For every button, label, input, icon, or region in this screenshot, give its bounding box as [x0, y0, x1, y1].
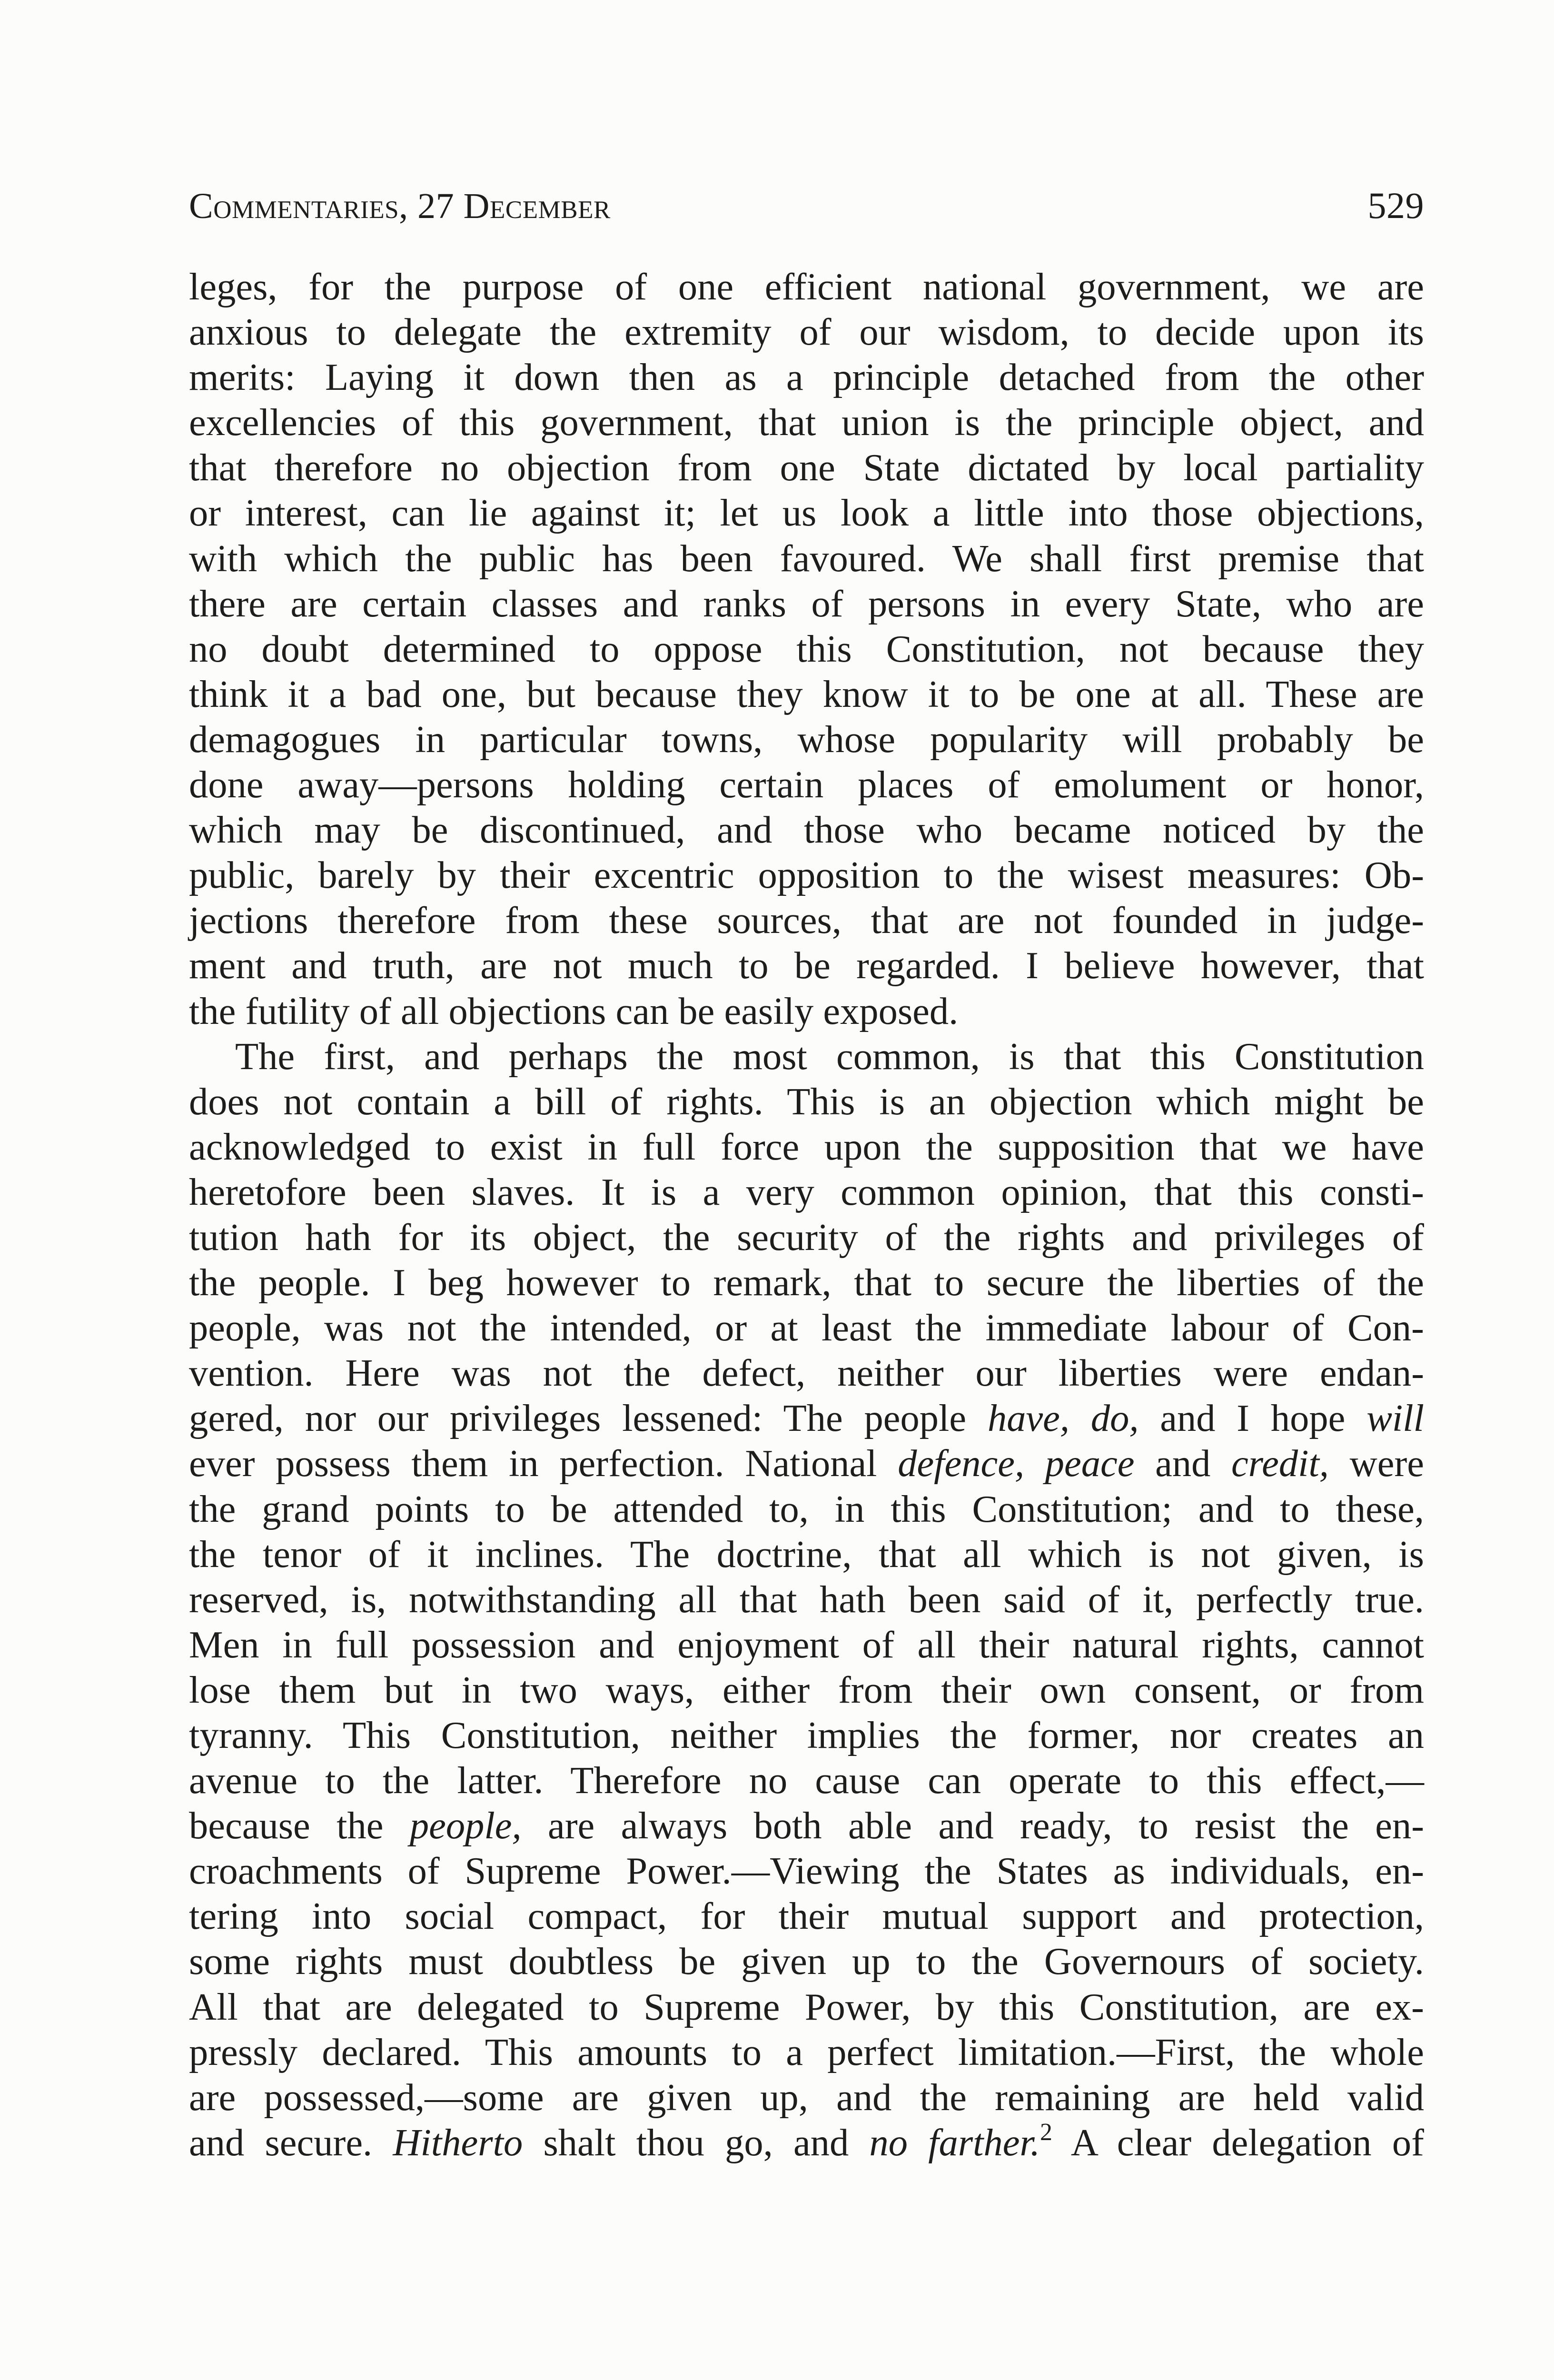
text-line: vention. Here was not the defect, neither our liberties were endan- — [189, 1352, 1424, 1395]
text-line: which may be discontinued, and those who became noticed by the — [189, 809, 1424, 852]
text-line: the tenor of it inclines. The doctrine, that all which is not given, is — [189, 1533, 1424, 1576]
text-line: pressly declared. This amounts to a perfect limitation.—First, the whole — [189, 2031, 1424, 2073]
text-line: people, was not the intended, or at least the immediate labour of Con- — [189, 1307, 1424, 1349]
italic-emphasis: Hitherto — [393, 2121, 523, 2164]
text-line: ever possess them in perfection. National defence, peace and credit, were — [189, 1442, 1424, 1485]
text-line: demagogues in particular towns, whose popularity will probably be — [189, 718, 1424, 761]
italic-emphasis: people, — [409, 1805, 522, 1847]
text-line: there are certain classes and ranks of persons in every State, who are — [189, 582, 1424, 625]
text-line: jections therefore from these sources, that are not founded in judge- — [189, 899, 1424, 942]
text-line: merits: Laying it down then as a principle detached from the other — [189, 356, 1424, 399]
text-line: tution hath for its object, the security of the rights and privileges of — [189, 1216, 1424, 1259]
text-line: with which the public has been favoured. We shall first premise that — [189, 537, 1424, 580]
page-number: 529 — [1367, 185, 1424, 226]
text-line: tyranny. This Constitution, neither implies the former, nor creates an — [189, 1714, 1424, 1756]
text-line: leges, for the purpose of one efficient national government, we are — [189, 266, 1424, 308]
text-line: excellencies of this government, that union is the principle object, and — [189, 401, 1424, 444]
text-line: avenue to the latter. Therefore no cause can operate to this effect,— — [189, 1759, 1424, 1802]
text-line: All that are delegated to Supreme Power, by this Constitution, are ex- — [189, 1985, 1424, 2028]
text-line: croachments of Supreme Power.—Viewing the States as individuals, en- — [189, 1850, 1424, 1893]
text-line: are possessed,—some are given up, and the remaining are held valid — [189, 2076, 1424, 2119]
footnote-reference[interactable]: 2 — [1040, 2118, 1053, 2146]
text-line: anxious to delegate the extremity of our wisdom, to decide upon its — [189, 311, 1424, 354]
text-line: no doubt determined to oppose this Constitution, not because they — [189, 627, 1424, 670]
text-line: think it a bad one, but because they know it to be one at all. These are — [189, 673, 1424, 715]
text-line: Men in full possession and enjoyment of all their natural rights, cannot — [189, 1623, 1424, 1666]
text-line: gered, nor our privileges lessened: The people have, do, and I hope will — [189, 1397, 1424, 1440]
text-line: done away—persons holding certain places of emolument or honor, — [189, 764, 1424, 806]
text-line: does not contain a bill of rights. This is an objection which might be — [189, 1080, 1424, 1123]
text-line: lose them but in two ways, either from their own consent, or from — [189, 1668, 1424, 1711]
paragraph-end-line: the futility of all objections can be easily exposed. — [189, 990, 959, 1032]
text-line: ment and truth, are not much to be regarded. I believe however, that — [189, 944, 1424, 987]
running-head — [189, 182, 1424, 229]
text-line: because the people, are always both able and ready, to resist the en- — [189, 1805, 1425, 1847]
body-text — [189, 264, 1424, 2165]
text-line: some rights must doubtless be given up to the Governours of society. — [189, 1940, 1424, 1983]
text-line: the people. I beg however to remark, that to secure the liberties of the — [189, 1261, 1424, 1304]
paragraph-start-line: The first, and perhaps the most common, is that this Constitution — [235, 1035, 1424, 1078]
text-line: or interest, can lie against it; let us look a little into those objections, — [189, 492, 1424, 535]
text-line: public, barely by their excentric opposition to the wisest measures: Ob- — [189, 854, 1424, 897]
italic-emphasis: have, do, — [987, 1397, 1139, 1440]
text-line: acknowledged to exist in full force upon the supposition that we have — [189, 1125, 1424, 1168]
text-line: heretofore been slaves. It is a very common opinion, that this consti- — [189, 1170, 1424, 1213]
text-line: reserved, is, notwithstanding all that hath been said of it, perfectly true. — [189, 1578, 1424, 1621]
text-line: the grand points to be attended to, in this Constitution; and to these, — [189, 1488, 1424, 1530]
italic-emphasis: no farther. — [869, 2121, 1040, 2164]
running-title: Commentaries, 27 December — [189, 186, 611, 226]
text-line: tering into social compact, for their mutual support and protection, — [189, 1895, 1424, 1938]
italic-emphasis: credit, — [1231, 1442, 1329, 1485]
italic-emphasis: defence, peace — [898, 1442, 1135, 1485]
italic-emphasis: will — [1366, 1397, 1424, 1440]
text-line: and secure. Hitherto shalt thou go, and no farther.$^2$ A clear delegation of — [189, 2118, 1424, 2164]
text-line: that therefore no objection from one State dictated by local partiality — [189, 446, 1424, 489]
